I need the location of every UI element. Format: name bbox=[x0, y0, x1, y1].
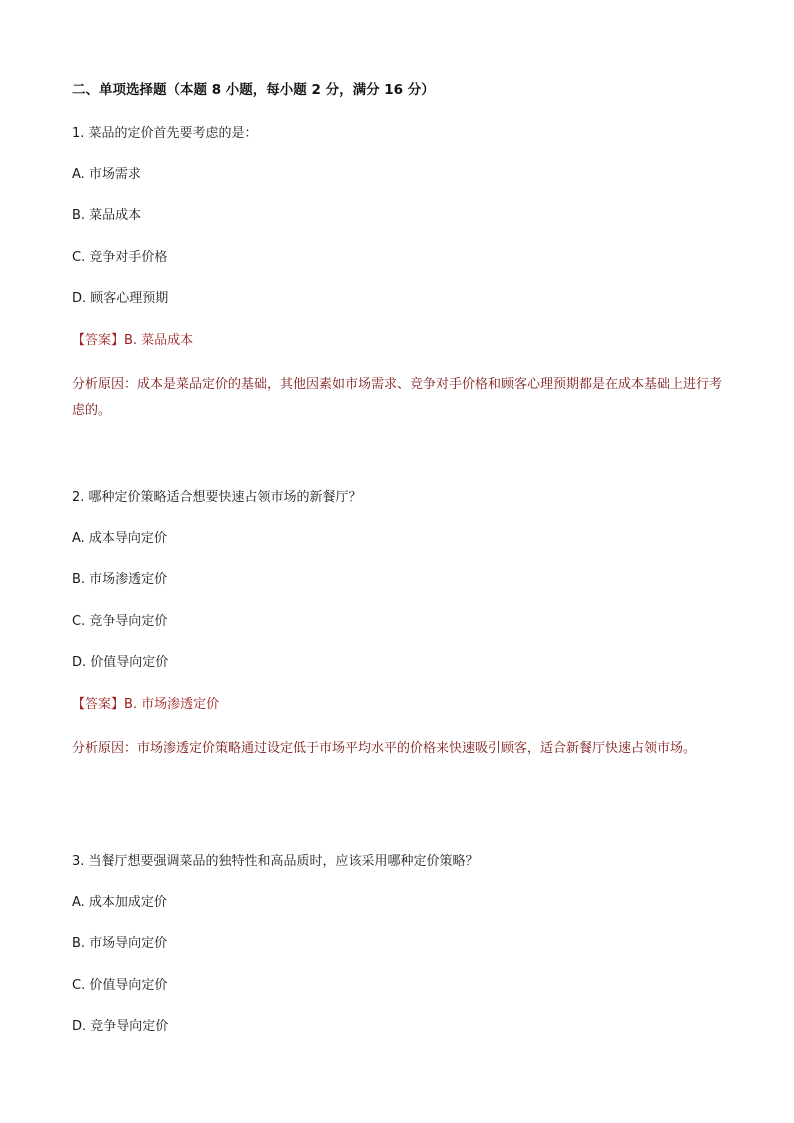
question-1-option-c: C. 竞争对手价格 bbox=[72, 250, 168, 265]
question-2-option-b: B. 市场渗透定价 bbox=[72, 572, 168, 587]
question-1-option-b: B. 菜品成本 bbox=[72, 208, 142, 223]
question-2-analysis: 分析原因：市场渗透定价策略通过设定低于市场平均水平的价格来快速吸引顾客，适合新餐厅快速占领市场。 bbox=[72, 741, 697, 756]
question-2-answer: 【答案】B. 市场渗透定价 bbox=[72, 697, 220, 712]
question-2-stem: 2. 哪种定价策略适合想要快速占领市场的新餐厅？ bbox=[72, 490, 362, 505]
question-2-option-c: C. 竞争导向定价 bbox=[72, 614, 168, 629]
question-3-option-b: B. 市场导向定价 bbox=[72, 936, 168, 951]
question-3-stem: 3. 当餐厅想要强调菜品的独特性和高品质时，应该采用哪种定价策略？ bbox=[72, 854, 479, 869]
question-1-option-d: D. 顾客心理预期 bbox=[72, 291, 169, 306]
question-1-option-a: A. 市场需求 bbox=[72, 167, 141, 182]
question-1-stem: 1. 菜品的定价首先要考虑的是： bbox=[72, 126, 258, 141]
question-2-option-a: A. 成本导向定价 bbox=[72, 531, 167, 546]
section-heading: 二、单项选择题（本题 8 小题，每小题 2 分，满分 16 分） bbox=[72, 82, 435, 98]
question-2-option-d: D. 价值导向定价 bbox=[72, 655, 169, 670]
question-3-option-a: A. 成本加成定价 bbox=[72, 895, 167, 910]
question-3-option-c: C. 价值导向定价 bbox=[72, 978, 168, 993]
question-1-analysis: 分析原因：成本是菜品定价的基础，其他因素如市场需求、竞争对手价格和顾客心理预期都是在成本基础上进行考虑的。 bbox=[72, 377, 723, 418]
question-1-answer: 【答案】B. 菜品成本 bbox=[72, 333, 194, 348]
question-3-option-d: D. 竞争导向定价 bbox=[72, 1019, 169, 1034]
